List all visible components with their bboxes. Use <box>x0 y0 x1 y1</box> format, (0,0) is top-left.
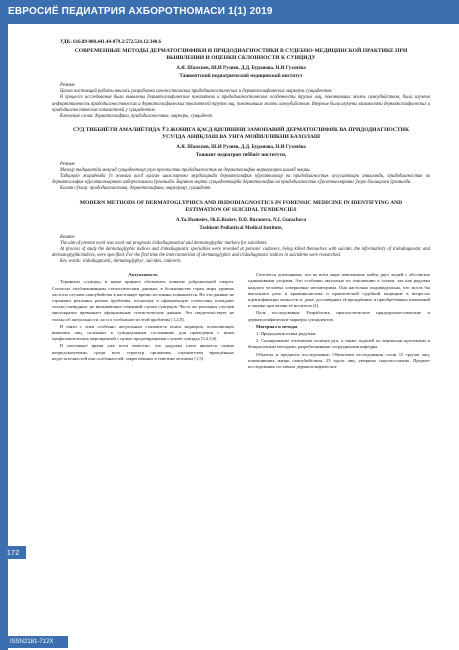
title-ru: СОВРЕМЕННЫЕ МЕТОДЫ ДЕРМАТОГЛИФИКИ И ПРИДОДИАГНОСТИКИ В СУДЕБНО-МЕДИЦИНСКОЙ ПРАКТИКЕ ПРИ ВЫЯВЛЕНИИ И ОЦЕНКИ СКЛОННОСТИ К СУИЦИДУ <box>74 48 408 62</box>
abstract-paragraph: В процессе исследования были выявлены дерматоглифические показатели и придодиагностические особенности трупов лиц, покончивших жизнь самоубийством, была изучена информативность придодиагностических и дерматоглифических показателей трупов лиц, покончивших жизнь самоубийством. Впервые были изучены взаимосвязи дерматоглифических и придодиагностических показателей у суицидентов. <box>52 95 430 113</box>
resume-heading-en: Resume <box>60 234 75 240</box>
body-paragraph: Цель исследования: Разработать прогностические придодиагностические и дерматоглифические маркеры суицидентов. <box>248 310 430 322</box>
issn-label: ISSN2181-712X <box>0 636 68 648</box>
authors-en: A.Ya.Shamsiev, Sh.E.Ruziev, D.D. Buranova, N.I. Guzachova <box>175 217 307 223</box>
section-heading: Актуальность <box>128 272 158 278</box>
keywords-en: Key words: iridodiagnostic, dermatoglyphyc, suicides, cadavers. <box>60 259 182 265</box>
abstract-paragraph: Мазкур тадқиқотда мақсад суицидентлар учун прогностик придодиагностик ва дерматоглифик маркерларни ишлаб чиқиш. <box>60 168 311 174</box>
page-number: 172 <box>0 546 26 559</box>
abstract-uz <box>52 127 430 193</box>
list-item: 2. Сканирование отпечатков пальцев рук, а также ладоней по вертикали красочным и безкрасочным методами, разработанными сотрудниками кафедры. <box>248 338 430 350</box>
body-paragraph: Термином «суицид» в науке принято обозначать понятие добровольной смерти. Согласно опубликованным статистическим данным, в большинстве стран мира уровень частоты случаев самоубийства в настоящее время постоянно повышается. Но эти данные не отражают реальных размах проблемы, поскольку в официальную статистику попадают только очевидные, не вызывающие сомнений случаи суицидов. Часто же реальных случаев многократно превышает официальные статистические данные. Это свидетельствует не только об актуальности, но и о глобальности этой проблемы [1,2,8]. <box>52 279 234 322</box>
body-paragraph: В связи с этим особенно актуальным становится поиск маркеров, позволяющих выявлять лиц, склонных к суицидальным состояниям, для проведения с ними профилактических мероприятий с целью предотвращения случаев суицида [3,4,5,6]. <box>52 323 234 342</box>
body-paragraph: В настоящее время уже всем известно, что радужка глаза является самым непредсказуемым, среди всех структур организма, отражателем врождённых недостаточностей или особенностей, закреплённых в генетике человека [1,5]. <box>52 343 234 361</box>
abstract-paragraph: The aim of present work was work out prognosis iridodiagnostical and dermatoglyphic markers for suicidents. <box>60 240 268 246</box>
title-uz: СУД ТИББИЁТИ АМАЛИЁТИДА ЎЗ ЖОНИГА ҚАСД ҚИЛИШНИ ЗАМОНАВИЙ ДЕРМАТОГЛИФИК ВА ПРИДОДИАГНОСТИК УСУЛДА АНИҚЛАШ ВА УНГА МОЙИЛЛИКНИ БАХОЛАШ <box>72 126 410 140</box>
institution-en: Tashkent Pediatrical Medical Institute, <box>199 225 283 231</box>
body-column-right <box>248 272 430 371</box>
body-column-left <box>52 272 234 371</box>
section-heading: Материал и методы <box>256 323 298 329</box>
resume-heading-ru: Резюме <box>60 83 75 89</box>
authors-uz: А.Я. Шамсиев, Ш.И Рузиев, Д.Д. Буранова, Н.И Гузачёва <box>176 144 306 150</box>
abstract-en <box>52 200 430 266</box>
institution-ru: Ташкентский педиатрический медицинский институт <box>179 74 303 80</box>
body-paragraph: Объекты и предметы исследования: Объектами исследования стали 15 трупов лиц, покончивших жизнь самоубийством, 25 трупа лиц, умерших скоропостижно. Предмет исследования составила дерматоглифическое <box>248 351 430 369</box>
institution-uz: Тошкент педиатрия тиббиёт институти, <box>195 152 287 158</box>
journal-header: ЕВРОСИЁ ПЕДИАТРИЯ АХБОРОТНОМАСИ 1(1) 2019 <box>0 0 459 24</box>
abstract-paragraph: Целью настоящей работы явилась разработка прогностических придодиагностических и дерматоглифических маркеров суицидентов. <box>60 89 333 95</box>
authors-ru: А.Я. Шамсиев, Ш.И Рузиев, Д.Д. Буранова, Н.И Гузачёва <box>176 66 306 72</box>
resume-heading-uz: Резюме <box>60 162 75 168</box>
list-item: 1. Придодиагностика радужки. <box>256 330 317 336</box>
body-columns <box>52 272 430 371</box>
keywords-uz: Калит сўзлар: придодиагностика, дерматоглифика, маркерлар, суицидент. <box>60 186 212 192</box>
title-en: MODERN METHODS OF DERMATOGLYPHICS AND IRIDODIAGNOSTICS IN FORENSIC MEDICINE IN IDENTIFYING AND ESTIMATION OF SUICIDAL TENDENCIES <box>79 199 403 213</box>
abstract-ru <box>52 48 430 120</box>
abstract-paragraph: Тадқиқот жараёнида ўз жонига қасд қилган шахсларнинг мурдаларида дерматоглифик кўрсаткичлар ва придодиагностик хусусиятлари аниқланди, придодиагностик ва дерматоглифик кўрсаткичларнинг ахборотлилиги ўрганилди. Биринчи марта суицидентларда дерматоглифик ва придодиагностик кўрсаткичларнинг ўзаро боғлиқлиги ўрганилди. <box>52 174 430 186</box>
article-content <box>52 40 430 371</box>
abstract-paragraph: At process of study the dermatoglyphic indices and iridodiagnostic specialties were revealed at persons' cadavers, being killed themselves with suicide, the informativity of iridodiagnostic and dermatoglyphicindices, were specified. For the first time the interconnection of dermatoglyphic and iridodiagnostic indices in suicidents were researched. <box>52 246 430 258</box>
udk-code: УДК: 616.89-008.441.44-079.2:572.524.12:340.6 <box>60 40 162 45</box>
keywords-ru: Ключевые слова: дерматоглифика, придодиагностика, маркеры, суицидент. <box>60 113 214 119</box>
body-paragraph: Считается доказанным, что во всём мире невозможно найти двух людей с абсолютно одинаковыми узорами. Это особенно актуально по отношению к глазам, так как радужка каждого человека совершенно неповторима. Она настолько индивидуальна, что могла бы выполнять роль в криминалистике и практической судебной медицине в вопросах идентификации личности и, даже, достоверных её врождённых и приобретённых изменений и оценки при жизни её носителя [4]. <box>248 272 430 309</box>
